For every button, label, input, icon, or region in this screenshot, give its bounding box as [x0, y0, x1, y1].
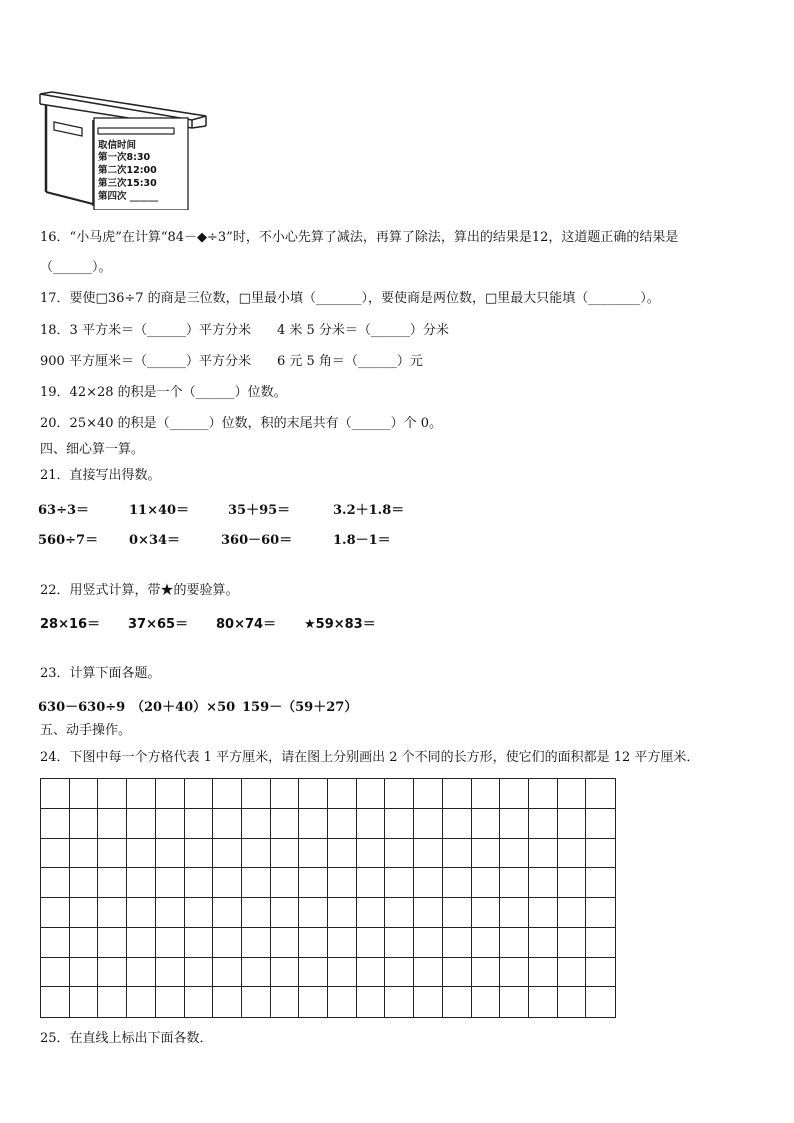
grid-cell[interactable]: [242, 809, 271, 839]
grid-cell[interactable]: [500, 958, 529, 988]
grid-cell[interactable]: [328, 868, 357, 898]
q25: 25．在直线上标出下面各数．: [40, 1031, 213, 1046]
grid-cell[interactable]: [70, 958, 99, 988]
grid-cell[interactable]: [328, 839, 357, 869]
mailbox-time-2: 第二次12:00: [98, 165, 157, 176]
q20: 20．25×40 的积是（______）位数，积的末尾共有（______）个 0。: [40, 416, 443, 431]
grid-cell[interactable]: [98, 809, 127, 839]
grid-cell[interactable]: [70, 987, 99, 1017]
grid-cell[interactable]: [271, 839, 300, 869]
q21-r1-item3: 35＋95＝: [228, 503, 291, 518]
grid-cell[interactable]: [213, 779, 242, 809]
grid-cell[interactable]: [357, 809, 386, 839]
grid-cell[interactable]: [299, 779, 328, 809]
square-grid[interactable]: [40, 778, 616, 1018]
grid-cell[interactable]: [156, 958, 185, 988]
grid-cell[interactable]: [500, 868, 529, 898]
q21-r1-item1: 63÷3＝: [38, 503, 90, 518]
grid-cell[interactable]: [414, 779, 443, 809]
grid-cell[interactable]: [385, 958, 414, 988]
grid-cell[interactable]: [242, 839, 271, 869]
grid-cell[interactable]: [70, 809, 99, 839]
grid-cell[interactable]: [98, 868, 127, 898]
grid-cell[interactable]: [500, 809, 529, 839]
grid-cell[interactable]: [127, 898, 156, 928]
q16-line1: 16．“小马虎”在计算“84－◆÷3”时，不小心先算了减法，再算了除法，算出的结果是12，这道题正确的结果是: [40, 230, 679, 245]
q18-line2: 900 平方厘米＝（______）平方分米 6 元 5 角＝（______）元: [40, 354, 423, 369]
grid-cell[interactable]: [586, 898, 615, 928]
grid-cell[interactable]: [586, 809, 615, 839]
grid-cell[interactable]: [328, 958, 357, 988]
q21-r2-item1: 560÷7＝: [38, 533, 99, 548]
grid-cell[interactable]: [98, 987, 127, 1017]
grid-cell[interactable]: [414, 987, 443, 1017]
q23-title: 23．计算下面各题。: [40, 666, 161, 681]
grid-cell[interactable]: [586, 958, 615, 988]
grid-cell[interactable]: [500, 779, 529, 809]
grid-cell[interactable]: [500, 898, 529, 928]
grid-cell[interactable]: [443, 928, 472, 958]
grid-cell[interactable]: [586, 928, 615, 958]
grid-cell[interactable]: [529, 928, 558, 958]
mailbox-title: 取信时间: [98, 140, 137, 151]
grid-cell[interactable]: [529, 779, 558, 809]
grid-cell[interactable]: [443, 868, 472, 898]
grid-cell[interactable]: [357, 987, 386, 1017]
q21-r2-item2: 0×34＝: [129, 533, 181, 548]
grid-cell[interactable]: [213, 987, 242, 1017]
grid-cell[interactable]: [41, 987, 70, 1017]
grid-cell[interactable]: [472, 928, 501, 958]
grid-cell[interactable]: [127, 987, 156, 1017]
grid-cell[interactable]: [328, 809, 357, 839]
q16-line2: （______）。: [40, 260, 112, 275]
grid-cell[interactable]: [127, 958, 156, 988]
grid-cell[interactable]: [529, 987, 558, 1017]
section-4-heading: 四、细心算一算。: [40, 442, 145, 457]
grid-cell[interactable]: [328, 898, 357, 928]
grid-cell[interactable]: [70, 868, 99, 898]
grid-cell[interactable]: [299, 958, 328, 988]
q24: 24．下图中每一个方格代表 1 平方厘米，请在图上分别画出 2 个不同的长方形，使它们的面积都是 12 平方厘米．: [40, 750, 700, 765]
grid-cell[interactable]: [414, 928, 443, 958]
grid-cell[interactable]: [41, 928, 70, 958]
q22-item1: 28×16＝: [40, 617, 101, 632]
grid-cell[interactable]: [70, 839, 99, 869]
grid-cell[interactable]: [156, 898, 185, 928]
grid-cell[interactable]: [98, 779, 127, 809]
grid-cell[interactable]: [98, 839, 127, 869]
grid-cell[interactable]: [185, 987, 214, 1017]
grid-cell[interactable]: [185, 898, 214, 928]
grid-cell[interactable]: [185, 809, 214, 839]
grid-cell[interactable]: [558, 779, 587, 809]
grid-cell[interactable]: [41, 779, 70, 809]
grid-cell[interactable]: [271, 809, 300, 839]
grid-cell[interactable]: [98, 928, 127, 958]
grid-cell[interactable]: [41, 868, 70, 898]
grid-cell[interactable]: [586, 868, 615, 898]
q22-title: 22．用竖式计算，带★的要验算。: [40, 583, 239, 598]
grid-cell[interactable]: [443, 958, 472, 988]
grid-cell[interactable]: [529, 958, 558, 988]
grid-cell[interactable]: [156, 987, 185, 1017]
grid-cell[interactable]: [271, 779, 300, 809]
grid-cell[interactable]: [242, 898, 271, 928]
grid-cell[interactable]: [500, 928, 529, 958]
grid-cell[interactable]: [385, 779, 414, 809]
q18-line1: 18．3 平方米＝（______）平方分米 4 米 5 分米＝（______）分米: [40, 323, 449, 338]
grid-cell[interactable]: [242, 868, 271, 898]
grid-cell[interactable]: [271, 898, 300, 928]
q19: 19．42×28 的积是一个（______）位数。: [40, 385, 287, 400]
grid-cell[interactable]: [299, 839, 328, 869]
mailbox-time-4: 第四次 ______: [98, 191, 159, 202]
q21-title: 21．直接写出得数。: [40, 468, 161, 483]
grid-cell[interactable]: [558, 898, 587, 928]
grid-cell[interactable]: [414, 839, 443, 869]
grid-cell[interactable]: [127, 928, 156, 958]
grid-cell[interactable]: [558, 987, 587, 1017]
mailbox-time-3: 第三次15:30: [98, 178, 157, 189]
grid-cell[interactable]: [357, 898, 386, 928]
q21-r1-item4: 3.2＋1.8＝: [333, 503, 405, 518]
grid-cell[interactable]: [299, 898, 328, 928]
grid-cell[interactable]: [357, 839, 386, 869]
grid-cell[interactable]: [443, 779, 472, 809]
grid-cell[interactable]: [70, 898, 99, 928]
grid-cell[interactable]: [156, 839, 185, 869]
grid-cell[interactable]: [185, 839, 214, 869]
grid-cell[interactable]: [156, 868, 185, 898]
grid-cell[interactable]: [586, 987, 615, 1017]
grid-cell[interactable]: [98, 958, 127, 988]
grid-cell[interactable]: [529, 898, 558, 928]
grid-cell[interactable]: [586, 839, 615, 869]
grid-cell[interactable]: [558, 868, 587, 898]
q23-item3: 159－（59＋27）: [242, 700, 358, 715]
grid-cell[interactable]: [472, 779, 501, 809]
q21-r2-item4: 1.8－1＝: [333, 533, 391, 548]
grid-cell[interactable]: [529, 809, 558, 839]
grid-cell[interactable]: [443, 987, 472, 1017]
grid-cell[interactable]: [185, 958, 214, 988]
grid-cell[interactable]: [328, 928, 357, 958]
q22-item2: 37×65＝: [128, 617, 189, 632]
grid-cell[interactable]: [41, 809, 70, 839]
grid-cell[interactable]: [385, 809, 414, 839]
grid-cell[interactable]: [299, 928, 328, 958]
grid-cell[interactable]: [271, 987, 300, 1017]
grid-cell[interactable]: [213, 809, 242, 839]
grid-cell[interactable]: [472, 958, 501, 988]
grid-cell[interactable]: [127, 868, 156, 898]
grid-cell[interactable]: [185, 928, 214, 958]
grid-cell[interactable]: [185, 868, 214, 898]
grid-cell[interactable]: [41, 839, 70, 869]
grid-cell[interactable]: [472, 839, 501, 869]
grid-cell[interactable]: [357, 868, 386, 898]
grid-cell[interactable]: [127, 809, 156, 839]
grid-cell[interactable]: [414, 958, 443, 988]
q23-item2: （20＋40）×50: [131, 700, 236, 715]
grid-cell[interactable]: [328, 987, 357, 1017]
grid-cell[interactable]: [156, 779, 185, 809]
grid-cell[interactable]: [414, 868, 443, 898]
grid-cell[interactable]: [558, 928, 587, 958]
grid-cell[interactable]: [299, 809, 328, 839]
grid-cell[interactable]: [213, 868, 242, 898]
mailbox-time-1: 第一次8:30: [98, 152, 151, 163]
grid-cell[interactable]: [41, 898, 70, 928]
q17: 17．要使□36÷7 的商是三位数，□里最小填（_______），要使商是两位数，□里最大只能填（________）。: [40, 291, 660, 306]
grid-cell[interactable]: [271, 868, 300, 898]
grid-cell[interactable]: [328, 779, 357, 809]
grid-cell[interactable]: [242, 958, 271, 988]
grid-cell[interactable]: [41, 958, 70, 988]
grid-cell[interactable]: [385, 868, 414, 898]
q21-r1-item2: 11×40＝: [129, 503, 190, 518]
grid-cell[interactable]: [529, 868, 558, 898]
grid-cell[interactable]: [156, 809, 185, 839]
grid-cell[interactable]: [213, 928, 242, 958]
grid-cell[interactable]: [414, 898, 443, 928]
grid-cell[interactable]: [529, 839, 558, 869]
grid-cell[interactable]: [98, 898, 127, 928]
grid-cell[interactable]: [472, 809, 501, 839]
grid-cell[interactable]: [443, 809, 472, 839]
grid-cell[interactable]: [156, 928, 185, 958]
grid-cell[interactable]: [558, 809, 587, 839]
grid-cell[interactable]: [414, 809, 443, 839]
grid-cell[interactable]: [357, 779, 386, 809]
q22-item3: 80×74＝: [216, 617, 277, 632]
grid-cell[interactable]: [185, 779, 214, 809]
grid-cell[interactable]: [385, 839, 414, 869]
grid-cell[interactable]: [70, 928, 99, 958]
grid-cell[interactable]: [242, 928, 271, 958]
grid-cell[interactable]: [357, 958, 386, 988]
grid-cell[interactable]: [127, 839, 156, 869]
grid-cell[interactable]: [385, 987, 414, 1017]
mailbox-illustration: [38, 90, 208, 210]
grid-cell[interactable]: [127, 779, 156, 809]
grid-cell[interactable]: [443, 839, 472, 869]
grid-cell[interactable]: [213, 839, 242, 869]
grid-cell[interactable]: [472, 898, 501, 928]
grid-cell[interactable]: [500, 839, 529, 869]
grid-cell[interactable]: [472, 868, 501, 898]
grid-cell[interactable]: [213, 958, 242, 988]
grid-cell[interactable]: [242, 779, 271, 809]
section-5-heading: 五、动手操作。: [40, 723, 132, 738]
q22-item4: ★59×83＝: [304, 617, 376, 632]
grid-cell[interactable]: [271, 928, 300, 958]
grid-cell[interactable]: [558, 839, 587, 869]
grid-cell[interactable]: [500, 987, 529, 1017]
grid-cell[interactable]: [299, 868, 328, 898]
grid-cell[interactable]: [385, 928, 414, 958]
grid-cell[interactable]: [586, 779, 615, 809]
grid-cell[interactable]: [271, 958, 300, 988]
q21-r2-item3: 360－60＝: [221, 533, 293, 548]
q23-item1: 630－630÷9: [38, 700, 126, 715]
grid-cell[interactable]: [385, 898, 414, 928]
grid-cell[interactable]: [443, 898, 472, 928]
grid-cell[interactable]: [472, 987, 501, 1017]
grid-cell[interactable]: [357, 928, 386, 958]
grid-cell[interactable]: [299, 987, 328, 1017]
grid-cell[interactable]: [213, 898, 242, 928]
grid-cell[interactable]: [558, 958, 587, 988]
grid-cell[interactable]: [242, 987, 271, 1017]
grid-cell[interactable]: [70, 779, 99, 809]
